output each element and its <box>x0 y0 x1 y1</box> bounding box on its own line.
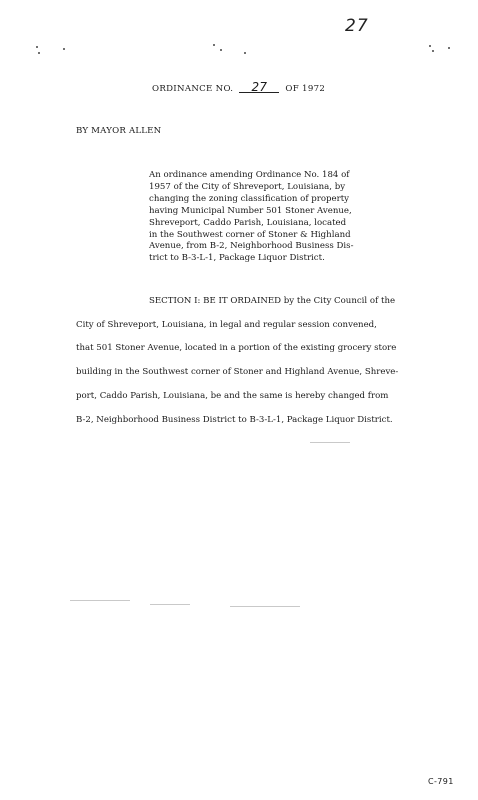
summary-line: Avenue, from B-2, Neighborhood Business Dis- <box>149 241 354 252</box>
ordinance-title <box>152 82 325 94</box>
section-line: SECTION I: BE IT ORDAINED by the City Council of the <box>149 296 396 306</box>
scan-speck <box>429 45 431 47</box>
summary-line: having Municipal Number 501 Stoner Avenue, <box>149 205 352 216</box>
scan-speck <box>244 52 246 54</box>
scan-speck <box>220 49 222 51</box>
scan-artifact-line <box>70 600 130 601</box>
ordinance-number: 27 <box>239 82 279 93</box>
scan-artifact-line <box>150 604 190 605</box>
scan-speck <box>213 44 215 46</box>
ordinance-summary <box>149 170 389 265</box>
summary-line: 1957 of the City of Shreveport, Louisiana, by <box>149 181 346 192</box>
author-line: BY MAYOR ALLEN <box>76 126 162 136</box>
scan-speck <box>63 48 65 50</box>
scan-artifact-line <box>230 606 300 607</box>
summary-line: An ordinance amending Ordinance No. 184 of <box>149 170 350 180</box>
section-line: that 501 Stoner Avenue, located in a portion of the existing grocery store <box>76 343 397 354</box>
scan-speck <box>432 50 434 52</box>
section-line: building in the Southwest corner of Stoner and Highland Avenue, Shreve- <box>76 367 399 378</box>
section-line: B-2, Neighborhood Business District to B-3-L-1, Package Liquor District. <box>76 414 393 425</box>
section-line: City of Shreveport, Louisiana, in legal and regular session convened, <box>76 319 377 330</box>
footer-code: C-791 <box>428 777 454 786</box>
summary-line: trict to B-3-L-1, Package Liquor District. <box>149 253 325 264</box>
ordinance-year: OF 1972 <box>285 84 326 94</box>
scan-artifact-line <box>310 442 350 443</box>
ordinance-prefix: ORDINANCE NO. <box>152 84 234 94</box>
summary-line: changing the zoning classification of property <box>149 193 350 204</box>
section-one <box>76 290 416 432</box>
summary-line: Shreveport, Caddo Parish, Louisiana, located <box>149 217 347 228</box>
section-line: port, Caddo Parish, Louisiana, be and the same is hereby changed from <box>76 390 389 401</box>
summary-line: in the Southwest corner of Stoner & Highland <box>149 229 351 240</box>
scan-speck <box>36 46 38 48</box>
scan-speck <box>38 52 40 54</box>
scan-speck <box>448 47 450 49</box>
handwritten-page-number: 27 <box>345 16 369 36</box>
